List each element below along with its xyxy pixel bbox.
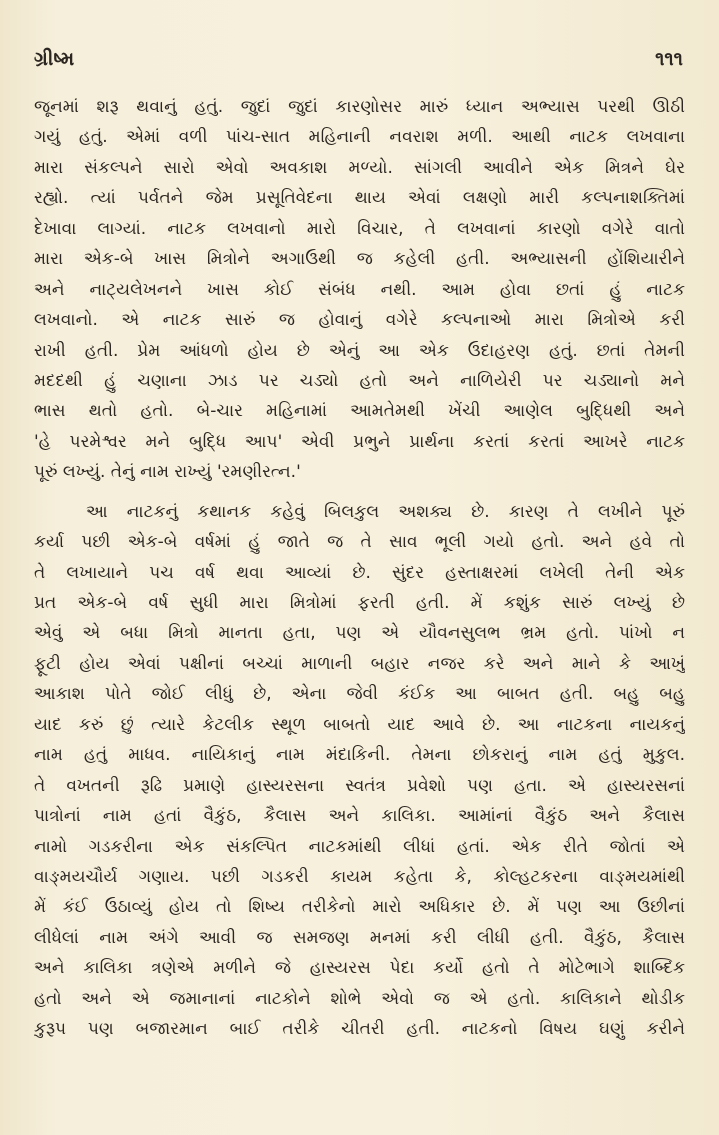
text-line: પૂરું લખ્યું. તેનું નામ રાખ્યું 'રમણીરત્ન.' xyxy=(34,462,301,483)
text-line: પ્રત એક-બે વર્ષ સુધી મારા મિત્રોમાં ફરતી હતી. મેં કશુંક સારું લખ્યું છે xyxy=(34,593,685,613)
page-number: ૧૧૧ xyxy=(655,48,683,70)
text-line: અને નાટ્યલેખનને ખાસ કોઈ સંબંધ નથી. આમ હોવા છતાં હું નાટક xyxy=(34,279,685,300)
text-line: મેં કંઈ ઉઠાવ્યું હોય તો શિષ્ય તરીકેનો મારો અધિકાર છે. મેં પણ આ ઉછીનાં xyxy=(34,897,685,918)
text-line: પાત્રોનાં નામ હતાં વૈકુંઠ, કૈલાસ અને કાલિકા. આમાંનાં વૈકુંઠ અને કૈલાસ xyxy=(34,806,685,827)
text-line: દેખાવા લાગ્યાં. નાટક લખવાનો મારો વિચાર, તે લખવાનાં કારણો વગેરે વાતો xyxy=(34,218,685,239)
text-line: લીધેલાં નામ અંગે આવી જ સમજણ મનમાં કરી લીધી હતી. વૈકુંઠ, કૈલાસ xyxy=(34,927,685,948)
paragraph-1 xyxy=(34,92,685,488)
text-line: તે લખાયાને પચ વર્ષ થવા આવ્યાં છે. સુંદર હસ્તાક્ષરમાં લખેલી તેની એક xyxy=(34,562,685,583)
text-line: લખવાનો. એ નાટક સારું જ હોવાનું વગેરે કલ્પનાઓ મારા મિત્રોએ કરી xyxy=(34,310,685,331)
text-line: મારા સંકલ્પને સારો એવો અવકાશ મળ્યો. સાંગલી આવીને એક મિત્રને ઘેર xyxy=(34,157,685,178)
body-text xyxy=(34,92,685,1045)
paragraph-gap xyxy=(34,488,685,497)
text-line: રાખી હતી. પ્રેમ આંધળો હોય છે એનું આ એક ઉદાહરણ હતું. છતાં તેમની xyxy=(34,340,685,361)
text-line: ગયું હતું. એમાં વળી પાંચ-સાત મહિનાની નવરાશ મળી. આથી નાટક લખવાના xyxy=(34,127,685,148)
text-line: યાદ કરું છું ત્યારે કેટલીક સ્થૂળ બાબતો યાદ આવે છે. આ નાટકના નાયકનું xyxy=(34,714,685,735)
text-line: નામો ગડકરીના એક સંકલ્પિત નાટકમાંથી લીધાં હતાં. એક રીતે જોતાં એ xyxy=(34,836,685,857)
text-line: 'હે પરમેશ્વર મને બુદ્ધિ આપ' એવી પ્રભુને પ્રાર્થના કરતાં કરતાં આખરે નાટક xyxy=(34,431,685,452)
text-line: કર્યા પછી એક-બે વર્ષમાં હું જાતે જ તે સાવ ભૂલી ગયો હતો. અને હવે તો xyxy=(34,532,685,553)
text-line: ફૂટી હોય એવાં પક્ષીનાં બચ્ચાં માળાની બહાર નજર કરે અને માને કે આખું xyxy=(34,653,685,674)
text-line: નામ હતું માધવ. નાયિકાનું નામ મંદાકિની. તેમના છોકરાનું નામ હતું મુકુલ. xyxy=(34,745,685,766)
text-line: મારા એક-બે ખાસ મિત્રોને અગાઉથી જ કહેલી હતી. અભ્યાસની હોંશિયારીને xyxy=(34,249,685,270)
text-line: આકાશ પોતે જોઈ લીધું છે, એના જેવી કંઈક આ બાબત હતી. બહુ બહુ xyxy=(34,684,685,705)
text-line: કુરૂપ પણ બજારમાન બાઈ તરીકે ચીતરી હતી. નાટકનો વિષય ઘણું કરીને xyxy=(34,1019,685,1040)
text-line: વાઙ્મયચૌર્ય ગણાય. પછી ગડકરી કાયમ કહેતા કે, કોલ્હટકરના વાઙ્મયમાંથી xyxy=(34,866,685,887)
paragraph-2 xyxy=(34,497,685,1045)
text-line: જૂનમાં શરૂ થવાનું હતું. જુદાં જુદાં કારણોસર મારું ધ્યાન અભ્યાસ પરથી ઊઠી xyxy=(34,97,685,117)
running-head: ગ્રીષ્મ xyxy=(34,48,75,70)
page-header xyxy=(34,48,683,82)
text-line: ભાસ થતો હતો. બે-ચાર મહિનામાં આમતેમથી ખેંચી આણેલ બુદ્ધિથી અને xyxy=(34,401,685,422)
text-line: રહ્યો. ત્યાં પર્વતને જેમ પ્રસૂતિવેદના થાય એવાં લક્ષણો મારી કલ્પનાશક્તિમાં xyxy=(34,188,685,209)
text-line: એવું એ બધા મિત્રો માનતા હતા, પણ એ યૌવનસુલભ ભ્રમ હતો. પાંખો ન xyxy=(34,623,685,644)
text-line: અને કાલિકા ત્રણેએ મળીને જે હાસ્યરસ પેદા કર્યો હતો તે મોટેભાગે શાબ્દિક xyxy=(34,958,685,979)
text-line: મદદથી હું ચણાના ઝાડ પર ચડ્યો હતો અને નાળિયેરી પર ચડ્યાનો મને xyxy=(34,370,685,391)
text-line: તે વખતની રૂઢિ પ્રમાણે હાસ્યરસના સ્વતંત્ર પ્રવેશો પણ હતા. એ હાસ્યરસનાં xyxy=(34,775,685,796)
text-line: હતો અને એ જમાનાનાં નાટકોને શોભે એવો જ એ હતો. કાલિકાને થોડીક xyxy=(34,988,685,1009)
text-line: આ નાટકનું કથાનક કહેવું બિલકુલ અશક્ય છે. કારણ તે લખીને પૂરું xyxy=(86,501,685,522)
